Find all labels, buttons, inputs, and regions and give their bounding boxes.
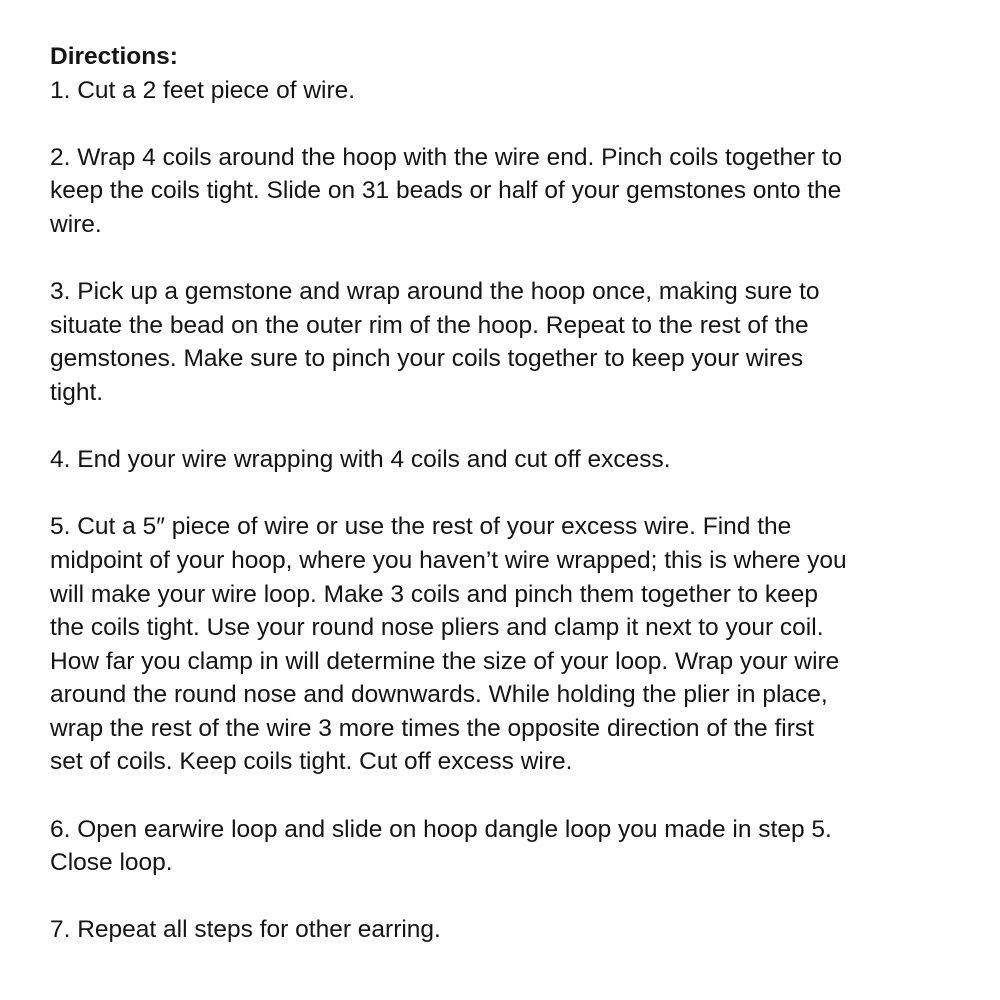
step-line: 6. Open earwire loop and slide on hoop dangle loop you made in step 5. [50,815,832,843]
step-line: 4. End your wire wrapping with 4 coils and cut off excess. [50,446,671,474]
step-line: around the round nose and downwards. While holding the plier in place, [50,681,828,709]
step-line: keep the coils tight. Slide on 31 beads or half of your gemstones onto the [50,177,842,205]
step-6 [50,813,847,880]
step-line: How far you clamp in will determine the size of your loop. Wrap your wire [50,647,840,675]
step-line: set of coils. Keep coils tight. Cut off excess wire. [50,748,573,776]
step-line: 5. Cut a 5″ piece of wire or use the rest of your excess wire. Find the [50,513,792,541]
step-5 [50,510,847,779]
step-line: 2. Wrap 4 coils around the hoop with the wire end. Pinch coils together to [50,143,843,171]
step-line: situate the bead on the outer rim of the hoop. Repeat to the rest of the [50,311,809,339]
step-line: 3. Pick up a gemstone and wrap around the hoop once, making sure to [50,278,820,306]
step-3 [50,275,847,409]
directions-document [50,40,847,981]
step-line: 1. Cut a 2 feet piece of wire. [50,76,356,104]
step-line: midpoint of your hoop, where you haven’t wire wrapped; this is where you [50,546,847,574]
step-1 [50,74,847,108]
step-line: will make your wire loop. Make 3 coils and pinch them together to keep [50,580,819,608]
step-4 [50,443,847,477]
directions-heading: Directions: [50,43,178,70]
step-line: wrap the rest of the wire 3 more times the opposite direction of the first [50,714,814,742]
step-line: Close loop. [50,849,173,877]
step-2 [50,141,847,242]
step-line: gemstones. Make sure to pinch your coils together to keep your wires [50,345,804,373]
step-line: wire. [50,210,102,238]
step-line: tight. [50,378,104,406]
step-line: the coils tight. Use your round nose pliers and clamp it next to your coil. [50,614,824,642]
step-7 [50,913,847,947]
steps-list [50,74,847,947]
step-line: 7. Repeat all steps for other earring. [50,916,441,944]
